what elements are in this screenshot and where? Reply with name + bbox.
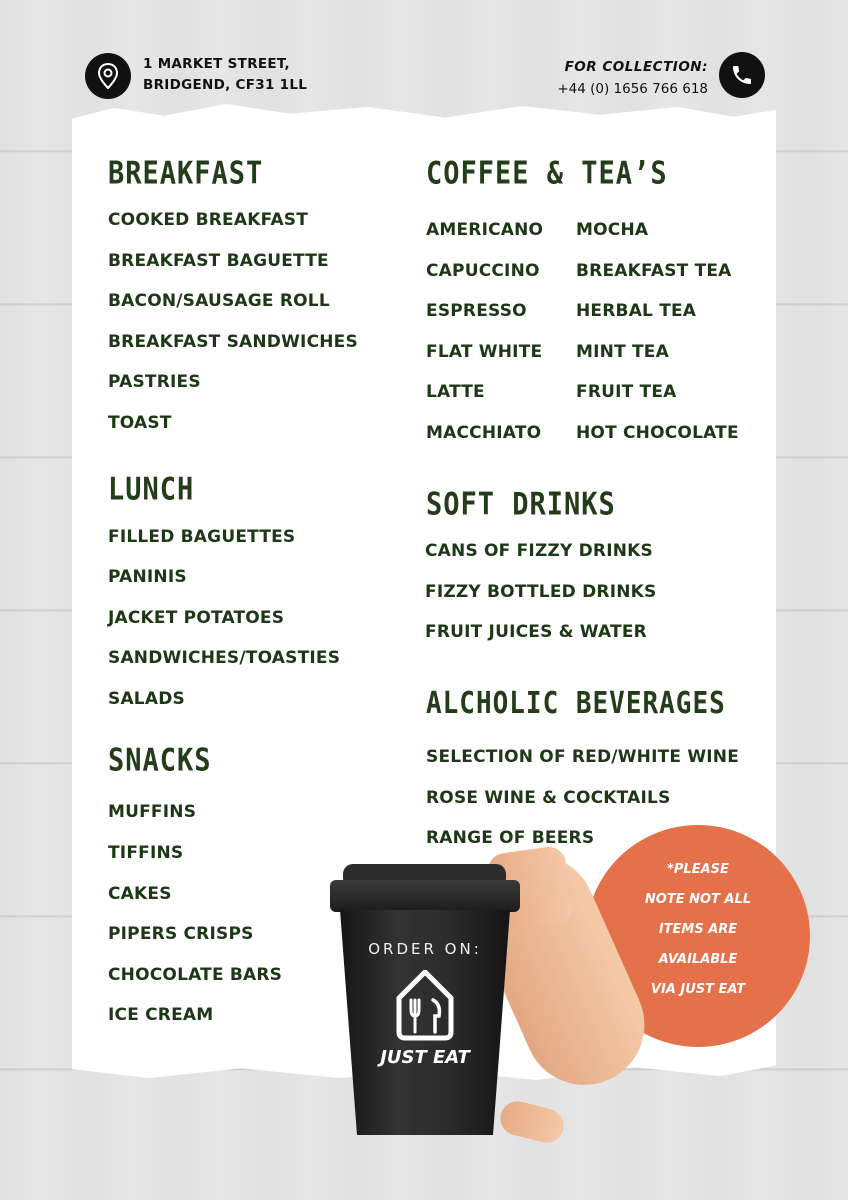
address-line-2: BRIDGEND, CF31 1LL xyxy=(143,77,308,93)
phone-number[interactable]: +44 (0) 1656 766 618 xyxy=(557,81,708,97)
menu-item: SALADS xyxy=(108,689,185,709)
note-line: VIA JUST EAT xyxy=(650,982,746,997)
note-line: NOTE NOT ALL xyxy=(644,892,752,907)
menu-item: MACCHIATO xyxy=(426,423,542,443)
menu-item: ESPRESSO xyxy=(426,301,527,321)
menu-item: MOCHA xyxy=(576,220,649,240)
menu-item: BACON/SAUSAGE ROLL xyxy=(108,291,330,311)
menu-item: LATTE xyxy=(426,382,485,402)
menu-item: FRUIT TEA xyxy=(576,382,677,402)
heading-alcoholic-beverages: ALCHOLIC BEVERAGES xyxy=(426,686,726,722)
menu-item: FILLED BAGUETTES xyxy=(108,527,296,547)
menu-item: TOAST xyxy=(108,413,172,433)
menu-item: TIFFINS xyxy=(108,843,184,863)
menu-item: CANS OF FIZZY DRINKS xyxy=(425,541,653,561)
menu-item: COOKED BREAKFAST xyxy=(108,210,309,230)
order-on-label: ORDER ON: xyxy=(368,940,482,958)
menu-item: PIPERS CRISPS xyxy=(108,924,254,944)
menu-item: CAKES xyxy=(108,884,172,904)
collection-label: FOR COLLECTION: xyxy=(564,59,708,75)
menu-item: SELECTION OF RED/WHITE WINE xyxy=(426,747,740,767)
heading-coffee-tea: COFFEE & TEA’S xyxy=(426,155,668,192)
note-line: *PLEASE xyxy=(667,862,729,877)
cup-lid xyxy=(330,880,520,912)
menu-item: BREAKFAST SANDWICHES xyxy=(108,332,358,352)
menu-item: FLAT WHITE xyxy=(426,342,543,362)
menu-item: PASTRIES xyxy=(108,372,201,392)
menu-item: BREAKFAST BAGUETTE xyxy=(108,251,329,271)
collection-info xyxy=(557,56,708,100)
menu-item: HERBAL TEA xyxy=(576,301,697,321)
menu-item: CAPUCCINO xyxy=(426,261,540,281)
menu-item: ROSE WINE & COCKTAILS xyxy=(426,788,671,808)
menu-item: FIZZY BOTTLED DRINKS xyxy=(425,582,657,602)
menu-item: SANDWICHES/TOASTIES xyxy=(108,648,341,668)
menu-item: MUFFINS xyxy=(108,802,197,822)
availability-note xyxy=(612,855,784,1005)
menu-item: JACKET POTATOES xyxy=(108,608,285,628)
menu-item: MINT TEA xyxy=(576,342,669,362)
menu-item: ICE CREAM xyxy=(108,1005,214,1025)
heading-breakfast: BREAKFAST xyxy=(108,155,264,192)
note-line: AVAILABLE xyxy=(658,952,738,967)
phone-icon xyxy=(719,52,765,98)
menu-item: FRUIT JUICES & WATER xyxy=(425,622,647,642)
just-eat-brand[interactable]: JUST EAT xyxy=(380,1047,470,1068)
menu-item: HOT CHOCOLATE xyxy=(576,423,739,443)
heading-soft-drinks: SOFT DRINKS xyxy=(426,486,616,523)
menu-item: RANGE OF BEERS xyxy=(426,828,595,848)
just-eat-logo-icon[interactable] xyxy=(395,970,455,1050)
address-line-1: 1 MARKET STREET, xyxy=(143,56,290,72)
menu-item: PANINIS xyxy=(108,567,187,587)
heading-snacks: SNACKS xyxy=(108,742,212,779)
menu-item: AMERICANO xyxy=(426,220,544,240)
menu-item: CHOCOLATE BARS xyxy=(108,965,283,985)
heading-lunch: LUNCH xyxy=(108,471,195,508)
menu-item: BREAKFAST TEA xyxy=(576,261,732,281)
thumb-shape xyxy=(497,1098,567,1146)
location-pin-icon xyxy=(85,53,131,99)
address xyxy=(143,54,307,96)
note-line: ITEMS ARE xyxy=(658,922,738,937)
